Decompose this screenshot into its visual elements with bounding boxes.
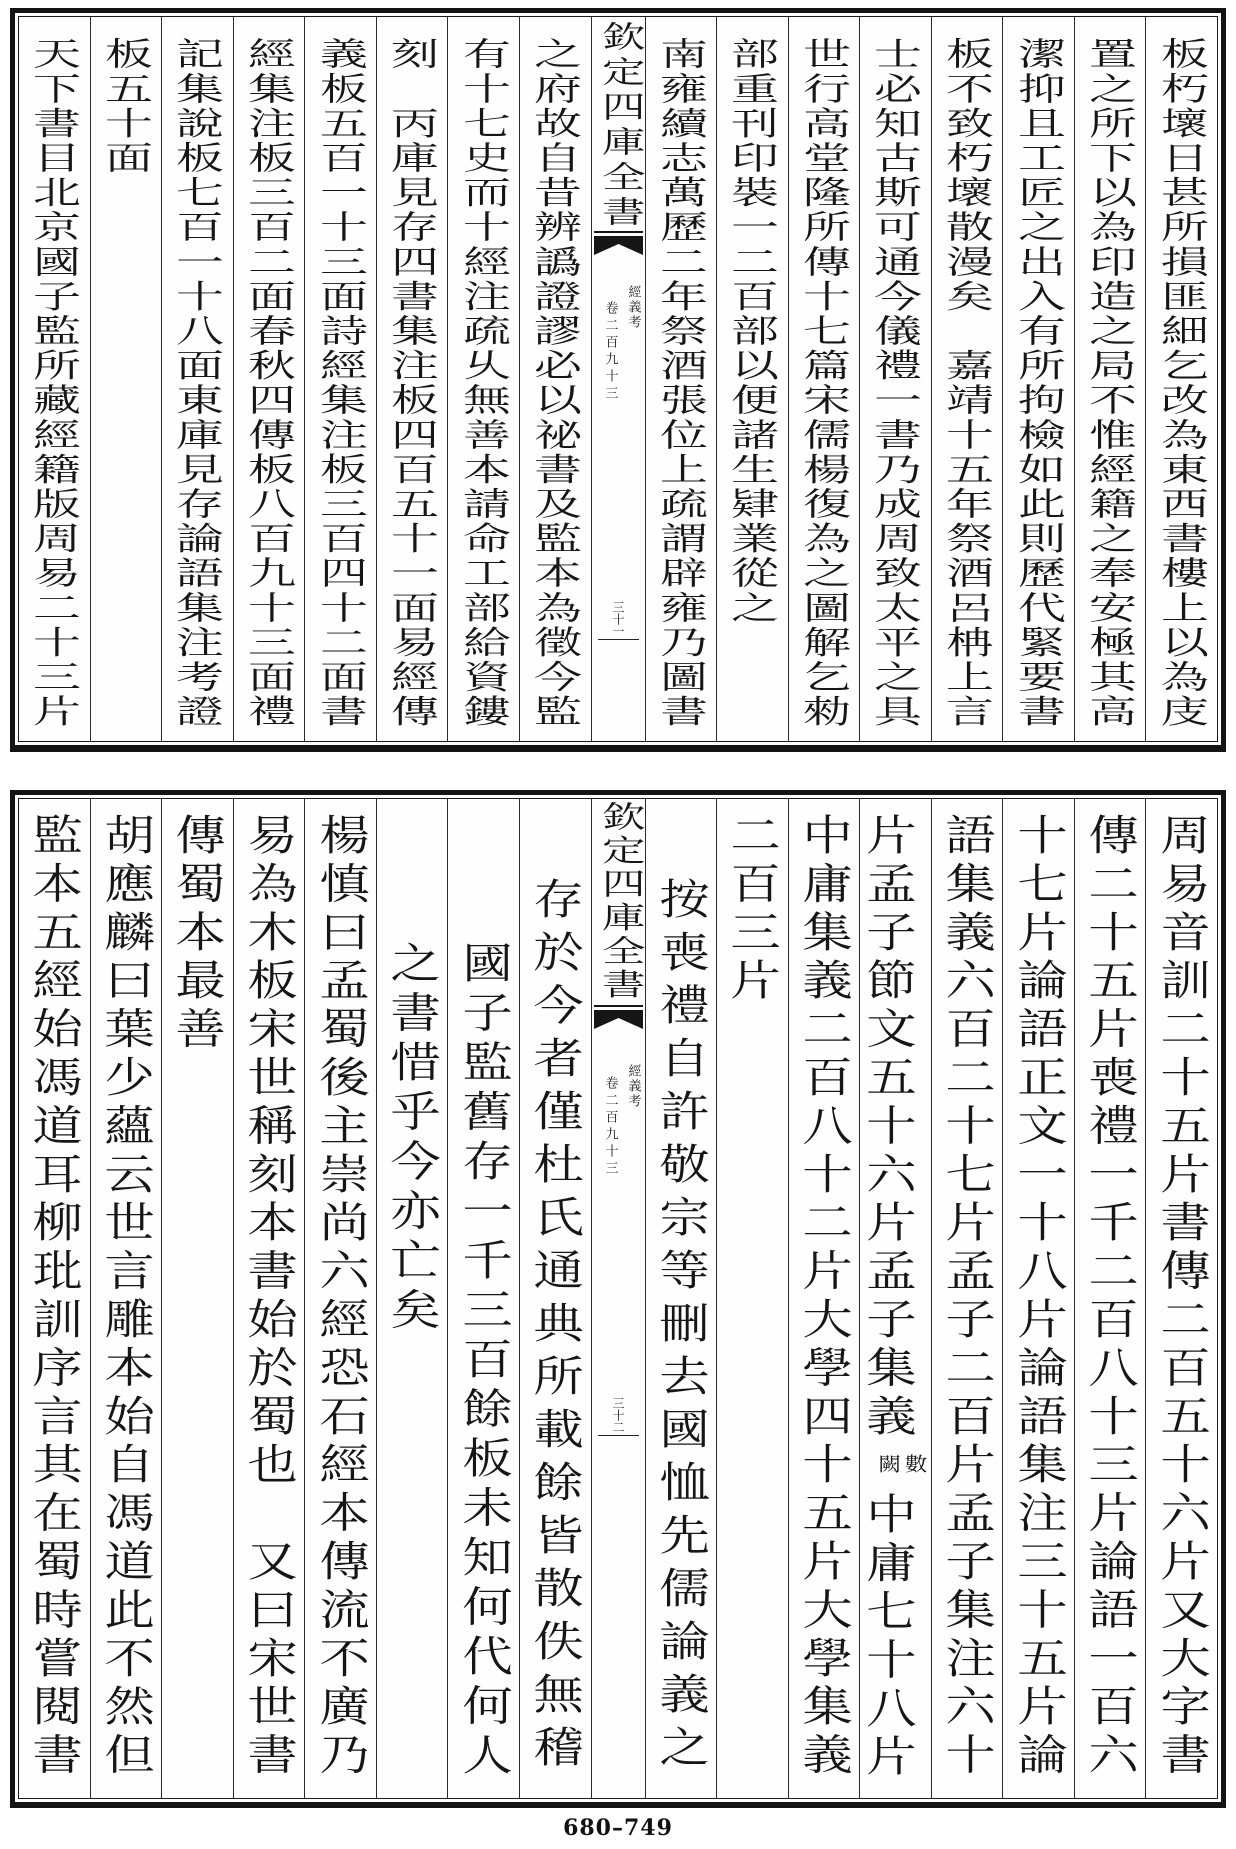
text-column — [233, 17, 305, 741]
text-column — [447, 17, 519, 741]
column-text: 士必知古斯可通今儀禮一書乃成周致太平之具 — [866, 37, 924, 729]
column-text: 天下書目北京國子監所藏經籍版周易二十三片 — [25, 37, 83, 729]
book-title: 經義考 — [625, 285, 641, 330]
column-text: 刻 丙庫見存四書集注板四百五十一面易經傳 — [383, 37, 441, 729]
column-text: 胡應麟曰葉少蘊云世言雕本始自馮道此不然但 — [97, 813, 156, 1781]
lower-leaf-text-area — [18, 798, 1218, 1799]
column-text: 周易音訓二十五片書傳二百五十六片又大字書 — [1152, 813, 1212, 1781]
column-text: 之府故自昔辨譌證謬必以祕書及監本為徵今監 — [526, 37, 584, 729]
column-text: 監本五經始馮道耳柳玭訓序言其在蜀時嘗閱書 — [25, 813, 85, 1781]
column-text: 板不致朽壞散漫矣 嘉靖十五年祭酒呂柟上言 — [938, 37, 996, 729]
text-column — [304, 17, 376, 741]
column-text: 二百三片 — [723, 813, 783, 1007]
text-column — [645, 17, 717, 741]
text-column — [716, 17, 788, 741]
commentary-column-text: 按喪禮自許敬宗等刪去國恤先儒論義之 — [651, 877, 711, 1778]
collection-title: 欽定四庫全書 — [593, 801, 645, 1002]
column-text: 語集義六百二十七片孟子二百片孟子集注六十 — [938, 813, 998, 1781]
text-column — [19, 17, 90, 741]
text-column — [161, 799, 233, 1798]
volume-number: 卷二百九十三 — [602, 301, 618, 403]
column-text: 中庸集義二百八十二片大學四十五片大學集義 — [795, 813, 854, 1781]
text-column — [90, 799, 162, 1798]
text-column — [19, 799, 90, 1798]
text-column — [376, 799, 448, 1798]
commentary-column-text: 存於今者僅杜氏通典所載餘皆散佚無稽 — [526, 877, 586, 1778]
text-column — [859, 17, 931, 741]
fish-tail-ornament — [594, 231, 643, 255]
center-fold-column — [591, 799, 645, 1798]
leaf-number: 三十一 — [611, 601, 625, 637]
text-column — [233, 799, 305, 1798]
text-column — [304, 799, 376, 1798]
column-text: 有十七史而十經注疏乆無善本請命工部給資鏤 — [455, 37, 513, 729]
column-text-before-note: 片孟子節文五十六片孟子集義 — [859, 813, 919, 1443]
column-text: 楊慎曰孟蜀後主崇尚六經恐石經本傳流不廣乃 — [311, 813, 371, 1781]
text-column — [1002, 17, 1074, 741]
column-text: 十七片論語正文一十八片論語集注三十五片論 — [1009, 813, 1069, 1781]
volume-number: 卷二百九十三 — [602, 1076, 618, 1178]
column-text: 世行高堂隆所傳十七篇宋儒楊復為之圖解乞勑 — [795, 37, 853, 729]
text-column — [161, 17, 233, 741]
text-column — [519, 17, 591, 741]
page-reference: 680–749 — [563, 1815, 673, 1841]
column-text: 義板五百一十三面詩經集注板三百四十二面書 — [312, 37, 370, 729]
column-text: 記集說板七百一十八面東庫見存論語集注考證 — [168, 37, 226, 729]
text-column — [90, 17, 162, 741]
upper-leaf-text-area — [18, 16, 1218, 742]
text-column — [1074, 799, 1146, 1798]
leaf-number-rule — [598, 1435, 639, 1436]
text-column — [931, 799, 1003, 1798]
center-fold-column — [591, 17, 645, 741]
column-text: 傳二十五片喪禮一千二百八十三片論語一百六 — [1081, 813, 1141, 1781]
leaf-number-rule — [598, 639, 639, 640]
text-column — [447, 799, 519, 1798]
column-text: 置之所下以為印造之局不惟經籍之奉安極其高 — [1081, 37, 1139, 729]
lower-leaf — [10, 790, 1226, 1808]
text-column — [788, 17, 860, 741]
commentary-column-text: 之書惜乎今亦亡矣 — [383, 941, 443, 1337]
text-column — [376, 17, 448, 741]
column-text: 傳蜀本最善 — [168, 813, 228, 1055]
upper-leaf — [10, 8, 1226, 752]
commentary-column-text: 國子監舊存一千三百餘板未知何代何人 — [454, 941, 514, 1783]
text-column — [859, 799, 931, 1798]
column-text: 板朽壞日甚所損匪細乞改為東西書樓上以為庋 — [1153, 37, 1211, 729]
interlinear-note: 數闕 — [875, 1454, 928, 1474]
column-text: 易為木板宋世稱刻本書始於蜀也 又曰宋世書 — [240, 813, 299, 1781]
collection-title: 欽定四庫全書 — [593, 21, 645, 231]
text-column — [1002, 799, 1074, 1798]
column-text: 部重刊印裝一二百部以便諸生肄業從之 — [723, 37, 781, 626]
text-column — [645, 799, 717, 1798]
column-text: 板五十面 — [97, 37, 155, 176]
column-text: 南雍續志萬歷二年祭酒張位上疏謂辟雍乃圖書 — [652, 37, 710, 729]
text-column — [1145, 799, 1217, 1798]
column-text: 經集注板三百二面春秋四傳板八百九十三面禮 — [240, 37, 298, 729]
text-column — [788, 799, 860, 1798]
text-column — [1145, 17, 1217, 741]
text-column — [931, 17, 1003, 741]
column-text-after-note: 中庸七十八片 — [859, 1492, 919, 1783]
column-text: 潔抑且工匠之出入有所拘檢如此則歷代緊要書 — [1010, 37, 1068, 729]
text-column — [519, 799, 591, 1798]
book-title: 經義考 — [625, 1064, 641, 1109]
column-text — [859, 813, 928, 1783]
leaf-number: 三十二 — [611, 1397, 625, 1433]
text-column — [1074, 17, 1146, 741]
fish-tail-ornament — [594, 1005, 643, 1029]
text-column — [716, 799, 788, 1798]
